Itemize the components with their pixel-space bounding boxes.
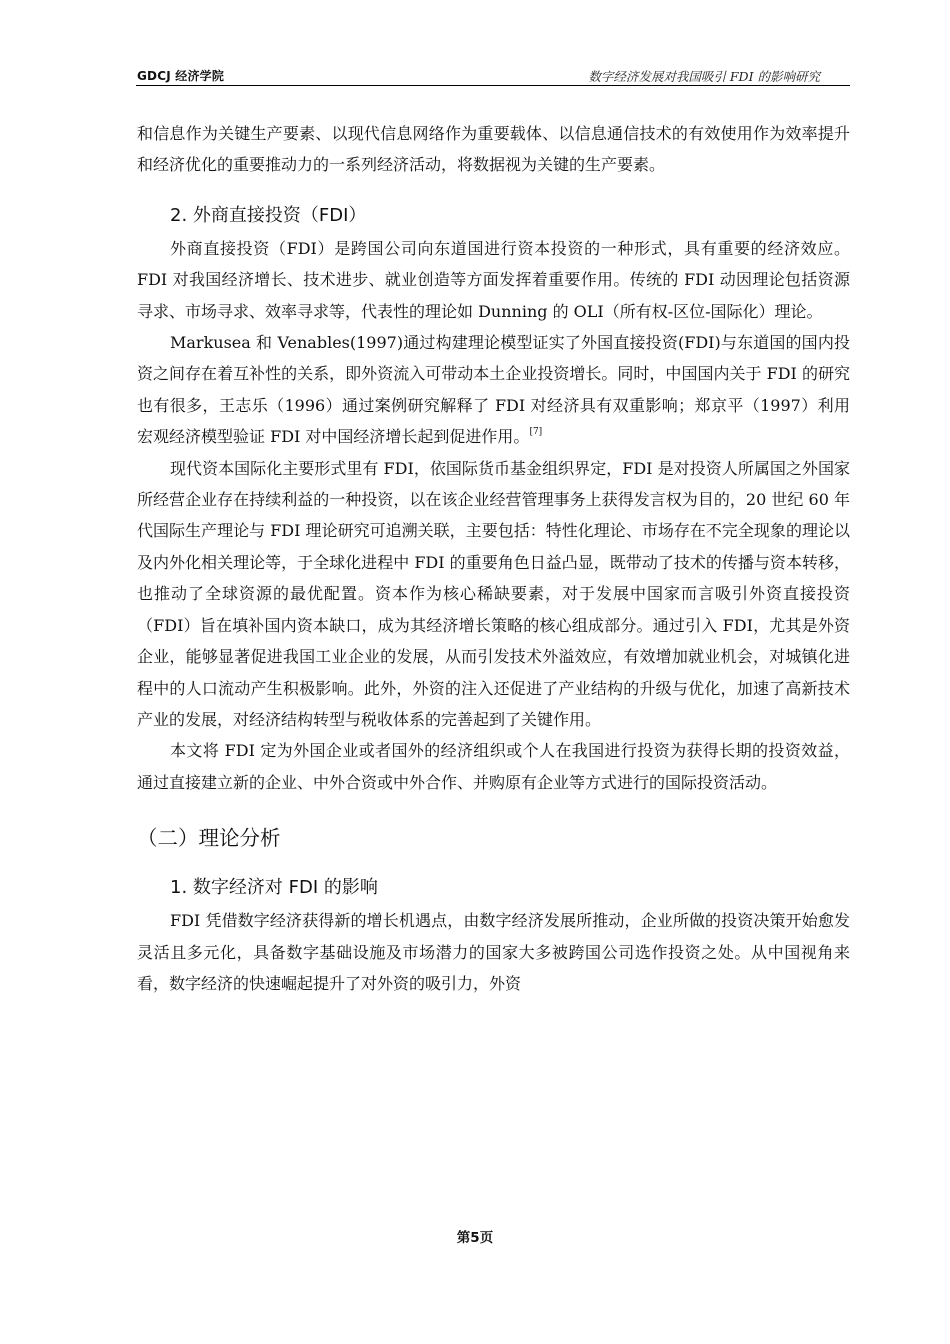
page-number: 第5页 (456, 1230, 494, 1246)
digital-paragraph-1: FDI 凭借数字经济获得新的增长机遇点，由数字经济发展所推动，企业所做的投资决策开始愈发灵活且多元化，具备数字基础设施及市场潜力的国家大多被跨国公司选作投资之处。从中国视角来看，数字经济的快速崛起提升了对外资的吸引力，外资 (137, 911, 850, 993)
fdi-paragraph-1: 外商直接投资（FDI）是跨国公司向东道国进行资本投资的一种形式，具有重要的经济效应。FDI 对我国经济增长、技术进步、就业创造等方面发挥着重要作用。传统的 FDI 动因理论包括资源寻求、市场寻求、效率寻求等，代表性的理论如 Dunning 的 OLI（所有权-区位-国际化）理论。 (137, 238, 850, 321)
document-body (137, 118, 850, 999)
digital-subheading: 1. 数字经济对 FDI 的影响 (170, 877, 378, 899)
fdi-paragraph-2 (137, 327, 850, 453)
fdi-subheading: 2. 外商直接投资（FDI） (170, 204, 367, 226)
section-heading: （二）理论分析 (137, 826, 281, 851)
citation-ref: [7] (529, 427, 543, 438)
fdi-paragraph-3: 现代资本国际化主要形式里有 FDI，依国际货币基金组织界定，FDI 是对投资人所属国之外国家所经营企业存在持续利益的一种投资，以在该企业经营管理事务上获得发言权为目的，20 世纪 60 年代国际生产理论与 FDI 理论研究可追溯关联，主要包括：特性化理论、市场存在不完全现象的理论以及内外化相关理论等，于全球化进程中 FDI 的重要角色日益凸显，既带动了技术的传播与资本转移，也推动了全球资源的最优配置。资本作为核心稀缺要素，对于发展中国家而言吸引外资直接投资（FDI）旨在填补国内资本缺口，成为其经济增长策略的核心组成部分。通过引入 FDI，尤其是外资企业，能够显著促进我国工业企业的发展，从而引发技术外溢效应，有效增加就业机会，对城镇化进程中的人口流动产生积极影响。此外，外资的注入还促进了产业结构的升级与优化，加速了高新技术产业的发展，对经济结构转型与税收体系的完善起到了关键作用。 (137, 458, 850, 729)
intro-paragraph: 和信息作为关键生产要素、以现代信息网络作为重要载体、以信息通信技术的有效使用作为效率提升和经济优化的重要推动力的一系列经济活动，将数据视为关键的生产要素。 (137, 124, 850, 175)
fdi-paragraph-2-text: Markusea 和 Venables(1997)通过构建理论模型证实了外国直接投资(FDI)与东道国的国内投资之间存在着互补性的关系，即外资流入可带动本土企业投资增长。同时，中国国内关于 FDI 的研究也有很多，王志乐（1996）通过案例研究解释了 FDI 对经济具有双重影响；郑京平（1997）利用宏观经济模型验证 FDI 对中国经济增长起到促进作用。 (137, 333, 850, 447)
page-header (136, 66, 850, 86)
header-institution: GDCJ 经济学院 (137, 69, 225, 83)
header-paper-title: 数字经济发展对我国吸引 FDI 的影响研究 (588, 69, 820, 84)
header-rule (136, 85, 850, 86)
fdi-paragraph-4: 本文将 FDI 定为外国企业或者国外的经济组织或个人在我国进行投资为获得长期的投资效益，通过直接建立新的企业、中外合资或中外合作、并购原有企业等方式进行的国际投资活动。 (137, 741, 850, 792)
